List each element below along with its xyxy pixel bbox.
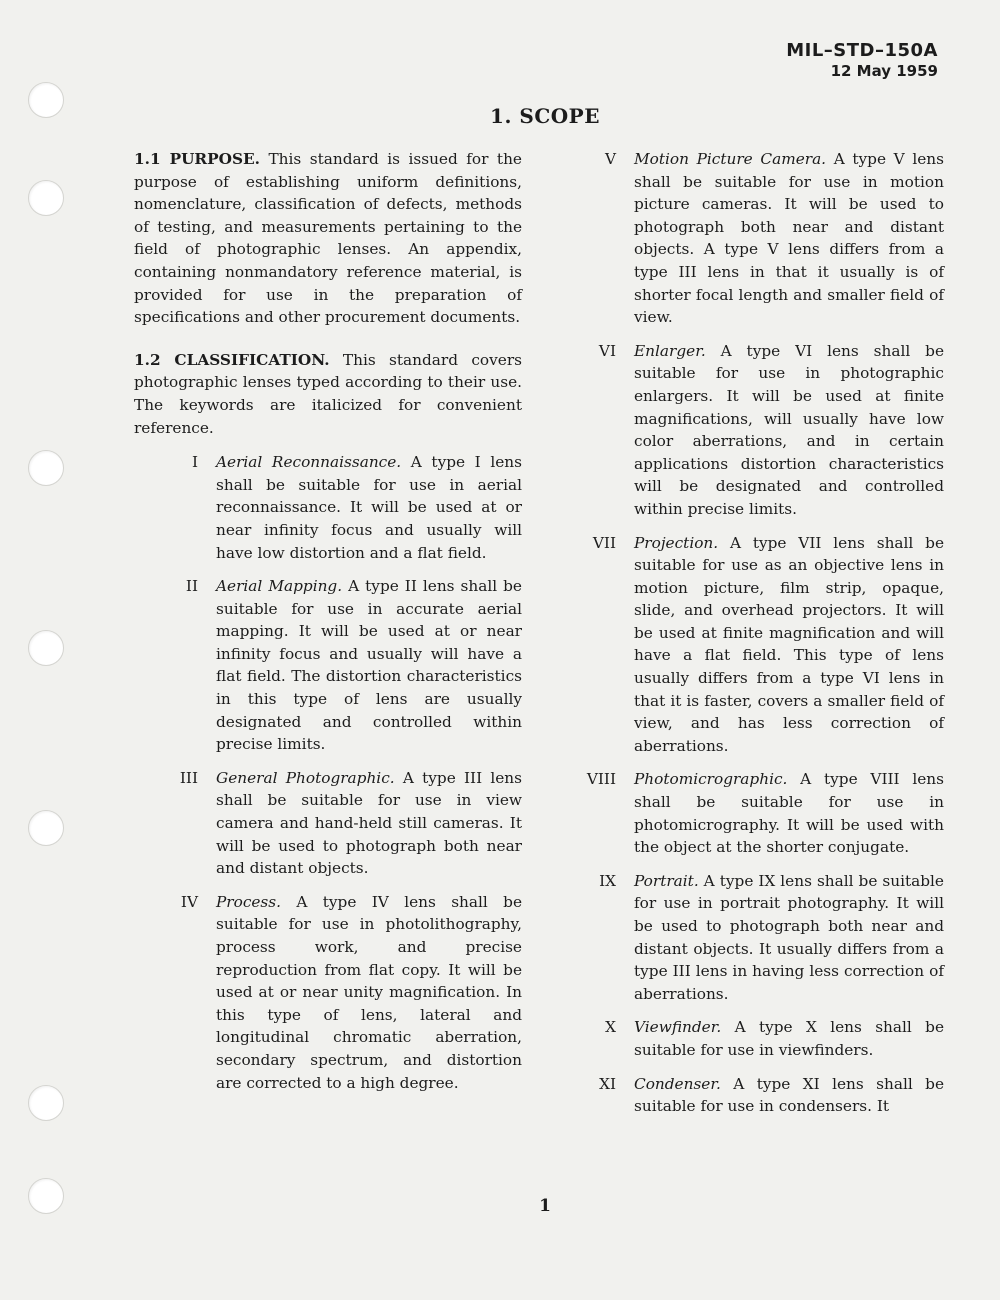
punch-hole: [28, 450, 64, 486]
type-number: I: [191, 453, 198, 472]
type-description: A type III lens shall be suitable for use in view camera and hand-held still cameras. It will be used to photograph both near and distant objects.: [216, 768, 523, 878]
type-keyword: Aerial Reconnaissance.: [216, 453, 402, 472]
type-description: A type VI lens shall be suitable for use in photographic enlargers. It will be used at finite magnifications, will usually have low color aberrations, and in certain applications distortion characteristics will be designated and controlled within precise limits.: [634, 341, 944, 518]
type-keyword: Enlarger.: [634, 341, 706, 360]
lens-type-item: [572, 148, 944, 329]
lens-type-item: [572, 768, 944, 858]
right-column: [572, 148, 944, 1129]
lens-type-item: [572, 340, 944, 521]
standard-number: MIL–STD–150A: [786, 40, 938, 61]
type-keyword: Photomicrographic.: [634, 770, 788, 789]
lens-type-item: [134, 451, 522, 564]
section-classification: [134, 349, 522, 439]
type-keyword: Aerial Mapping.: [216, 577, 343, 596]
type-number: V: [604, 150, 616, 168]
page-title: 1. SCOPE: [490, 104, 600, 128]
lens-type-item: [134, 767, 522, 880]
document-header: [786, 40, 938, 80]
type-number: III: [179, 768, 198, 787]
type-number: XI: [599, 1074, 616, 1093]
section-text: This standard covers photographic lenses typed according to their use. The keywords are italicized for convenient reference.: [134, 350, 522, 437]
type-number: IX: [599, 871, 616, 890]
type-description: A type V lens shall be suitable for use in motion picture cameras. It will be used to photograph both near and distant objects. A type V lens differs from a type III lens in that it usually is of shorter focal length and smaller field of view.: [634, 150, 945, 327]
lens-type-item: [134, 891, 522, 1094]
type-keyword: Process.: [216, 892, 281, 911]
punch-hole: [28, 810, 64, 846]
type-description: A type VIII lens shall be suitable for use in photomicrography. It will be used with the object at the shorter conjugate.: [634, 770, 944, 857]
type-keyword: Projection.: [634, 533, 719, 552]
section-heading: 1.1 PURPOSE.: [134, 150, 260, 168]
page-number: 1: [539, 1196, 551, 1216]
type-keyword: Portrait.: [634, 871, 699, 890]
type-keyword: Viewfinder.: [634, 1018, 722, 1037]
type-number: VII: [592, 533, 616, 552]
type-keyword: Condenser.: [634, 1074, 721, 1093]
punch-hole: [28, 630, 64, 666]
type-keyword: General Photographic.: [216, 768, 395, 787]
type-number: VIII: [586, 770, 616, 789]
type-description: A type XI lens shall be suitable for use in condensers. It: [634, 1074, 944, 1116]
lens-type-item: [572, 532, 944, 758]
type-number: II: [185, 577, 198, 596]
type-description: A type IX lens shall be suitable for use in portrait photography. It will be used to photograph both near and distant objects. It usually differs from a type III lens in having less correction of aberrations.: [634, 871, 944, 1003]
type-description: A type VII lens shall be suitable for use as an objective lens in motion picture, film strip, opaque, slide, and overhead projectors. It will be used at finite magnification and will have a flat field. This type of lens usually differs from a type VI lens in that it is faster, covers a smaller field of view, and has less correction of aberrations.: [634, 533, 944, 755]
type-description: A type I lens shall be suitable for use in aerial reconnaissance. It will be used at or near infinity focus and usually will have low distortion and a flat field.: [216, 453, 522, 562]
document-date: 12 May 1959: [830, 62, 938, 80]
type-number: IV: [180, 892, 198, 911]
section-heading: 1.2 CLASSIFICATION.: [134, 350, 330, 369]
type-description: A type II lens shall be suitable for use in accurate aerial mapping. It will be used at or near infinity focus and usually will have a flat field. The distortion characteristics in this type of lens are usually designated and controlled within precise limits.: [216, 577, 522, 754]
type-description: A type X lens shall be suitable for use in viewfinders.: [634, 1018, 944, 1059]
type-description: A type IV lens shall be suitable for use in photolithography, process work, and precise reproduction from flat copy. It will be used at or near unity magnification. In this type of lens, lateral and longitudinal chromatic aberration, secondary spectrum, and distortion are corrected to a high degree.: [216, 892, 522, 1092]
section-purpose: [134, 148, 522, 329]
punch-hole: [28, 180, 64, 216]
left-column: [134, 148, 522, 1105]
punch-hole: [28, 1085, 64, 1121]
type-number: X: [605, 1018, 616, 1037]
type-keyword: Motion Picture Camera.: [634, 150, 827, 168]
lens-type-item: [134, 575, 522, 756]
type-number: VI: [598, 341, 616, 360]
section-text: This standard is issued for the purpose of establishing uniform definitions, nomenclature, classification of defects, methods of testing, and measurements pertaining to the field of photographic lenses. An appendix, containing nonmandatory reference material, is provided for use in the preparation of specifications and other procurement documents.: [134, 150, 522, 327]
lens-type-item: [572, 1073, 944, 1118]
lens-type-item: [572, 870, 944, 1006]
lens-type-item: [572, 1016, 944, 1061]
